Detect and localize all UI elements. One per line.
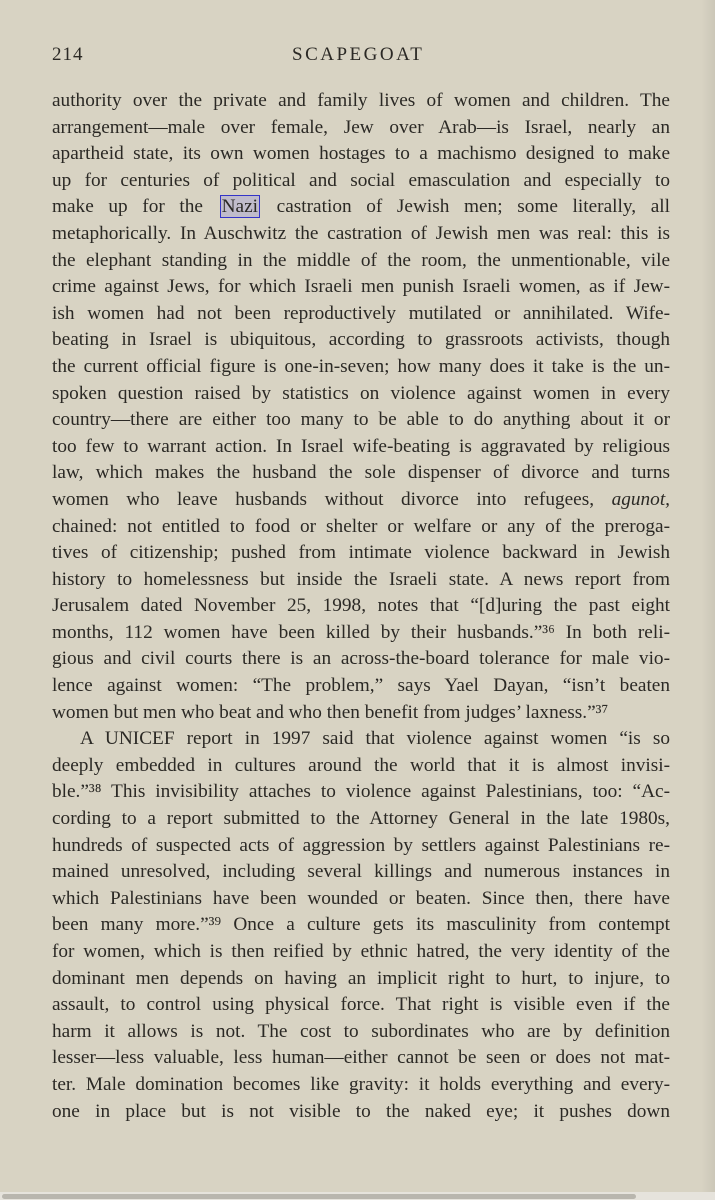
text-line: the current official figure is one-in-seven; how many does it take is the un- <box>52 355 670 377</box>
text-line: for women, which is then reified by ethnic hatred, the very identity of the <box>52 941 670 962</box>
text-line: assault, to control using physical force. That right is visible even if the <box>52 994 670 1016</box>
text-line: which Palestinians have been wounded or beaten. Since then, there have <box>52 887 670 909</box>
page-edge-shadow <box>701 0 715 1192</box>
text-line: metaphorically. In Auschwitz the castration of Jewish men was real: this is <box>52 222 670 244</box>
body-text <box>52 88 670 1125</box>
text-line: lence against women: “The problem,” says Yael Dayan, “isn’t beaten <box>52 675 670 697</box>
text-line: spoken question raised by statistics on violence against women in every <box>52 382 670 404</box>
text-line: lesser—less valuable, less human—either cannot be seen or does not mat- <box>52 1047 670 1069</box>
text-line: ish women had not been reproductively mutilated or annihilated. Wife- <box>52 302 670 324</box>
text-line: the elephant standing in the middle of the room, the unmentionable, vile <box>52 249 670 271</box>
text-line: chained: not entitled to food or shelter or welfare or any of the preroga- <box>52 515 670 537</box>
text-line: mained unresolved, including several killings and numerous instances in <box>52 861 670 883</box>
running-title: SCAPEGOAT <box>292 44 425 65</box>
text-line: arrangement—male over female, Jew over Arab—is Israel, nearly an <box>52 116 670 138</box>
text-line: make up for the Nazi castration of Jewish men; some literally, all <box>52 196 670 218</box>
italic-word: agunot, <box>611 488 670 510</box>
text-line: hundreds of suspected acts of aggression by settlers against Palestinians re- <box>52 834 670 856</box>
text-line: A UNICEF report in 1997 said that violence against women “is so <box>80 728 670 750</box>
text-line: ter. Male domination becomes like gravity: it holds everything and every- <box>52 1073 670 1095</box>
text-line: months, 112 women have been killed by their husbands.”³⁶ In both reli- <box>52 621 670 643</box>
page-header <box>52 44 672 74</box>
text-line: too few to warrant action. In Israel wife-beating is aggravated by religious <box>52 435 670 457</box>
text-line: tives of citizenship; pushed from intimate violence backward in Jewish <box>52 542 670 564</box>
highlighted-word[interactable]: Nazi <box>221 196 259 218</box>
text-line: history to homelessness but inside the Israeli state. A news report from <box>52 568 670 590</box>
text-line: crime against Jews, for which Israeli men punish Israeli women, as if Jew- <box>52 276 670 298</box>
text-line: cording to a report submitted to the Attorney General in the late 1980s, <box>52 808 670 830</box>
text-line: law, which makes the husband the sole dispenser of divorce and turns <box>52 462 670 484</box>
text-line: authority over the private and family lives of women and children. The <box>52 90 670 111</box>
page-number: 214 <box>52 44 84 65</box>
text-line: beating in Israel is ubiquitous, according to grassroots activists, though <box>52 329 670 351</box>
text-line: dominant men depends on having an implicit right to hurt, to injure, to <box>52 967 670 989</box>
text-line: deeply embedded in cultures around the world that it is almost invisi- <box>52 754 670 776</box>
text-line: country—there are either too many to be able to do anything about it or <box>52 409 670 431</box>
text-line: Jerusalem dated November 25, 1998, notes that “[d]uring the past eight <box>52 595 670 617</box>
text-line: women but men who beat and who then benefit from judges’ laxness.”³⁷ <box>52 701 609 723</box>
text-line: apartheid state, its own women hostages to a machismo designed to make <box>52 143 670 165</box>
text-line: gious and civil courts there is an across-the-board tolerance for male vio- <box>52 648 670 670</box>
text-line: harm it allows is not. The cost to subordinates who are by definition <box>52 1020 670 1042</box>
text-line: women who leave husbands without divorce into refugees, agunot, <box>52 488 670 510</box>
text-line: up for centuries of political and social emasculation and especially to <box>52 169 670 191</box>
text-line: one in place but is not visible to the naked eye; it pushes down <box>52 1100 670 1122</box>
horizontal-scrollbar[interactable] <box>0 1192 715 1200</box>
scrollbar-thumb[interactable] <box>2 1194 636 1199</box>
text-line: been many more.”³⁹ Once a culture gets its masculinity from contempt <box>52 914 670 936</box>
text-line: ble.”³⁸ This invisibility attaches to violence against Palestinians, too: “Ac- <box>52 781 670 803</box>
